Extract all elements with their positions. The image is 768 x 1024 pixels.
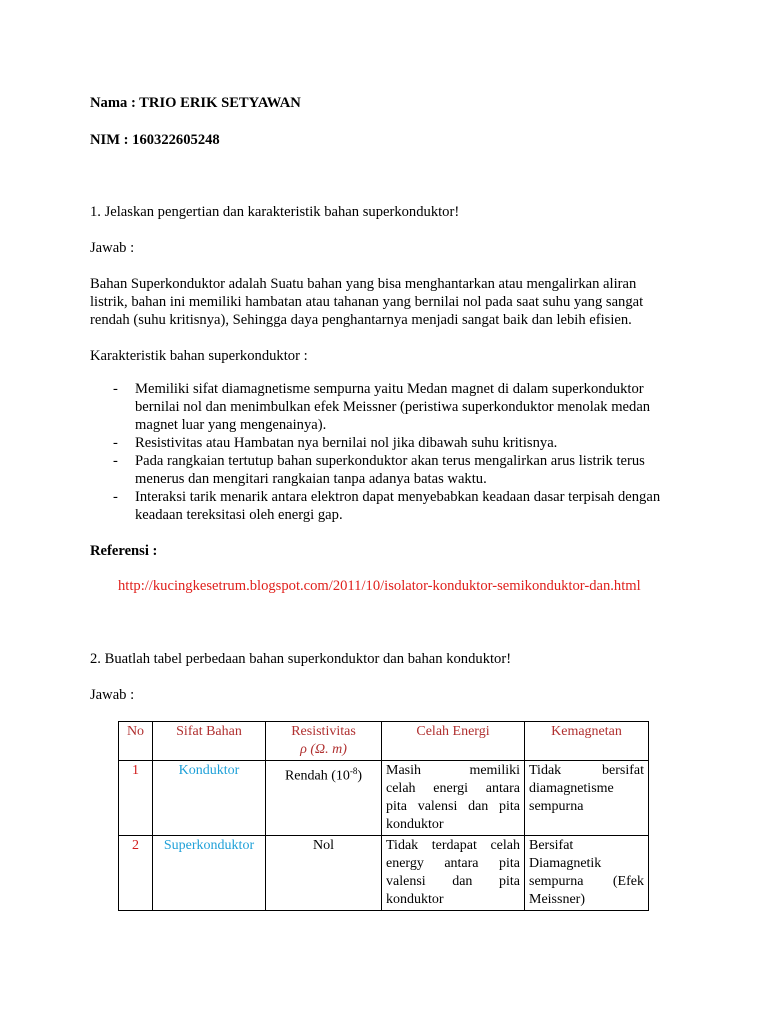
- definition-line: Bahan Superkonduktor adalah Suatu bahan yang bisa menghantarkan atau mengalirkan aliran: [90, 276, 637, 292]
- row-resistivity: Nol: [266, 836, 382, 911]
- list-item-line: magnet luar yang mengenainya).: [135, 417, 327, 433]
- list-item-line: Pada rangkaian tertutup bahan superkonduktor akan terus mengalirkan arus listrik terus: [135, 453, 645, 469]
- table-header-row: [119, 722, 649, 761]
- list-item-line: bernilai nol dan menimbulkan efek Meissner (peristiwa superkonduktor menolak medan: [135, 399, 651, 415]
- header-resistivitas: [266, 722, 382, 761]
- resistivity-close: ): [357, 768, 363, 784]
- question-1: 1. Jelaskan pengertian dan karakteristik bahan superkonduktor!: [90, 204, 460, 220]
- comparison-table: [118, 721, 649, 911]
- cell-line: pita valensi dan pita: [386, 799, 520, 814]
- cell-line: konduktor: [386, 817, 444, 832]
- row-material: Superkonduktor: [153, 836, 266, 911]
- list-item-line: menerus dan mengitari rangkaian tanpa adanya batas waktu.: [135, 471, 487, 487]
- cell-line: Diamagnetik: [529, 856, 602, 871]
- answer-label-2: Jawab :: [90, 687, 135, 703]
- row-magnetism: [525, 761, 649, 836]
- header-sifat-bahan: Sifat Bahan: [153, 722, 266, 761]
- student-nim: NIM : 160322605248: [90, 132, 220, 148]
- list-item: [113, 488, 693, 524]
- list-item-line: Resistivitas atau Hambatan nya bernilai nol jika dibawah suhu kritisnya.: [135, 435, 558, 451]
- bullet-dash: -: [113, 435, 118, 451]
- cell-line: energy antara pita: [386, 856, 520, 871]
- header-resistivitas-label: Resistivitas: [291, 724, 356, 739]
- bullet-dash: -: [113, 381, 118, 397]
- list-item: [113, 434, 693, 452]
- list-item-line: keadaan tereksitasi oleh energi gap.: [135, 507, 343, 523]
- header-resistivitas-unit: ρ (Ω. m): [300, 742, 347, 757]
- header-kemagnetan: Kemagnetan: [525, 722, 649, 761]
- row-material: Konduktor: [153, 761, 266, 836]
- definition-line: listrik, bahan ini memiliki hambatan atau tahanan yang bernilai nol pada saat suhu yang sangat: [90, 294, 644, 310]
- row-resistivity: [266, 761, 382, 836]
- definition-paragraph: [90, 275, 690, 329]
- bullet-dash: -: [113, 453, 118, 469]
- row-magnetism: [525, 836, 649, 911]
- bullet-dash: -: [113, 489, 118, 505]
- answer-label-1: Jawab :: [90, 240, 135, 256]
- row-number: 2: [119, 836, 153, 911]
- cell-line: Masih memiliki: [386, 763, 520, 778]
- characteristics-list: [113, 380, 693, 524]
- row-number: 1: [119, 761, 153, 836]
- list-item-line: Memiliki sifat diamagnetisme sempurna yaitu Medan magnet di dalam superkonduktor: [135, 381, 644, 397]
- resistivity-value: Rendah (10: [284, 768, 350, 784]
- question-2: 2. Buatlah tabel perbedaan bahan superkonduktor dan bahan konduktor!: [90, 651, 512, 667]
- header-no: No: [119, 722, 153, 761]
- cell-line: celah energi antara: [386, 781, 520, 796]
- characteristics-heading: Karakteristik bahan superkonduktor :: [90, 348, 308, 364]
- student-name: Nama : TRIO ERIK SETYAWAN: [90, 95, 301, 111]
- cell-line: sempurna (Efek: [529, 874, 644, 889]
- list-item: [113, 380, 693, 434]
- cell-line: diamagnetisme: [529, 781, 614, 796]
- row-energy-gap: [382, 836, 525, 911]
- header-celah-energi: Celah Energi: [382, 722, 525, 761]
- reference-link[interactable]: http://kucingkesetrum.blogspot.com/2011/10/isolator-konduktor-semikonduktor-dan.html: [118, 578, 641, 594]
- resistivity-exponent: -8: [349, 766, 358, 776]
- cell-line: Meissner): [529, 892, 585, 907]
- cell-line: Bersifat: [529, 838, 574, 853]
- table-row: [119, 836, 649, 911]
- cell-line: Tidak bersifat: [529, 763, 644, 778]
- table-row: [119, 761, 649, 836]
- list-item-line: Interaksi tarik menarik antara elektron dapat menyebabkan keadaan dasar terpisah dengan: [135, 489, 661, 505]
- cell-line: valensi dan pita: [386, 874, 520, 889]
- cell-line: Tidak terdapat celah: [386, 838, 520, 853]
- list-item: [113, 452, 693, 488]
- cell-line: konduktor: [386, 892, 444, 907]
- definition-line: rendah (suhu kritisnya), Sehingga daya penghantarnya menjadi sangat baik dan lebih efisien.: [90, 312, 632, 328]
- reference-label: Referensi :: [90, 543, 158, 559]
- row-energy-gap: [382, 761, 525, 836]
- cell-line: sempurna: [529, 799, 584, 814]
